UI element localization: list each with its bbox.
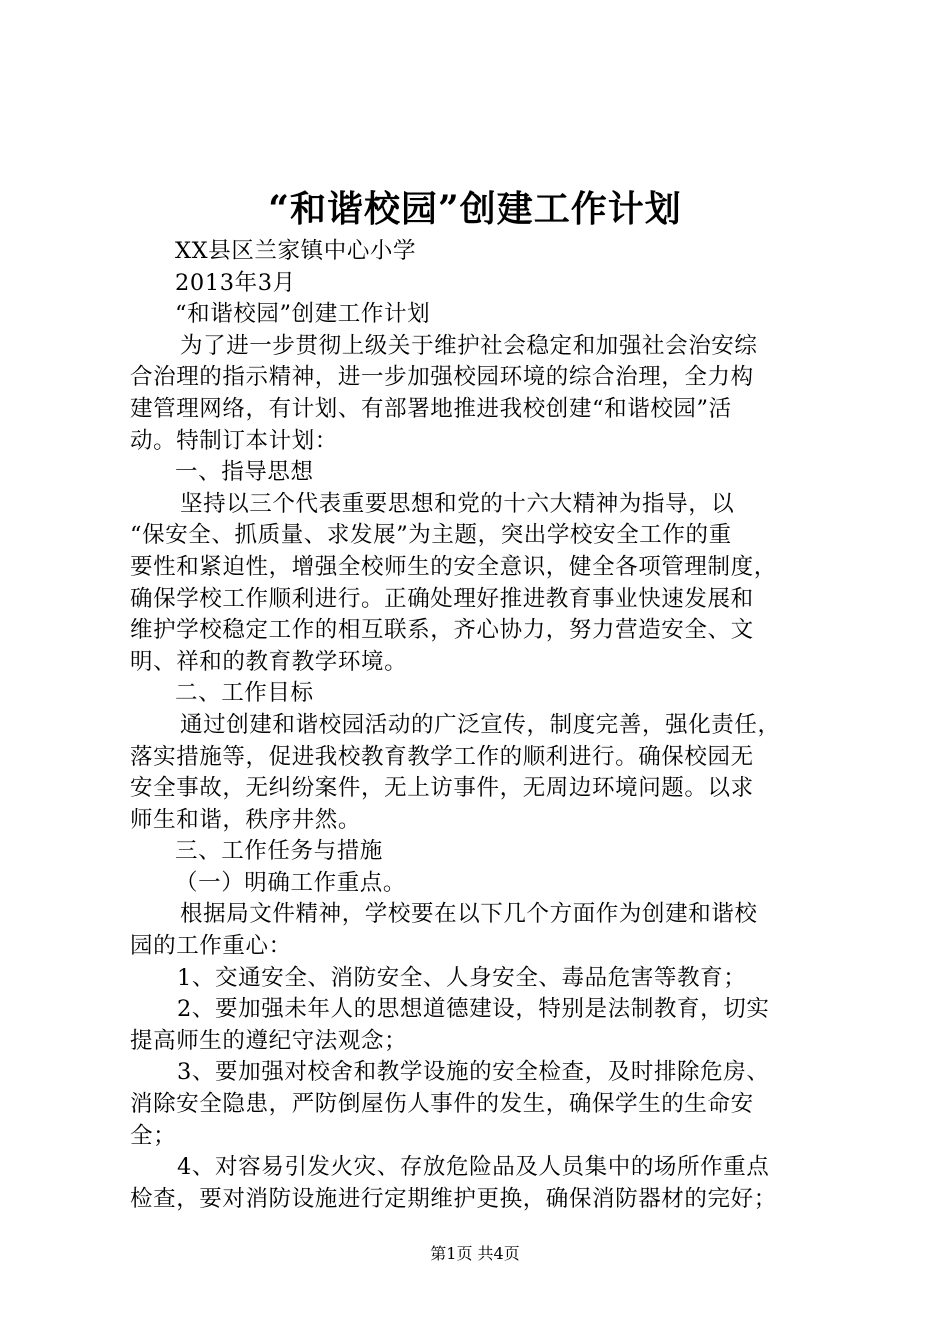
text-line: “保安全、抓质量、求发展”为主题，突出学校安全工作的重 [130, 522, 732, 549]
text-line: XX县区兰家镇中心小学 [175, 238, 417, 264]
section-heading: 二、工作目标 [175, 680, 314, 707]
text-line: 明、祥和的教育教学环境。 [130, 648, 408, 675]
text-line: 确保学校工作顺利进行。正确处理好推进教育事业快速发展和 [130, 585, 754, 612]
text-line: 检查，要对消防设施进行定期维护更换，确保消防器材的完好； [130, 1185, 777, 1212]
text-line: 要性和紧迫性，增强全校师生的安全意识，健全各项管理制度， [130, 553, 777, 580]
section-heading: 三、工作任务与措施 [175, 838, 383, 865]
list-item: 2、要加强未年人的思想道德建设，特别是法制教育，切实 [177, 996, 770, 1023]
text-line: 维护学校稳定工作的相互联系，齐心协力，努力营造安全、文 [130, 617, 754, 644]
text-line: 全； [130, 1122, 177, 1149]
list-item: 1、交通安全、消防安全、人身安全、毒品危害等教育； [177, 964, 747, 991]
text-line: 2013年3月 [175, 269, 296, 296]
subsection-heading: （一）明确工作重点。 [175, 869, 407, 896]
text-line: 坚持以三个代表重要思想和党的十六大精神为指导，以 [180, 490, 735, 517]
page-number: 第1页 共4页 [430, 1244, 520, 1263]
section-heading: 一、指导思想 [175, 459, 314, 486]
text-line: 根据局文件精神，学校要在以下几个方面作为创建和谐校 [180, 901, 758, 928]
text-line: 通过创建和谐校园活动的广泛宣传，制度完善，强化责任， [180, 711, 781, 738]
text-line: 动。特制订本计划： [130, 427, 338, 454]
text-line: 提高师生的遵纪守法观念； [130, 1027, 408, 1054]
text-line: 建管理网络，有计划、有部署地推进我校创建“和谐校园”活 [130, 395, 732, 422]
page-title: “和谐校园”创建工作计划 [268, 188, 682, 230]
text-line: 园的工作重心： [130, 933, 292, 960]
text-line: 落实措施等，促进我校教育教学工作的顺利进行。确保校园无 [130, 743, 754, 770]
text-line: 合治理的指示精神，进一步加强校园环境的综合治理，全力构 [130, 364, 754, 391]
text-line: 师生和谐，秩序井然。 [130, 806, 362, 833]
text-line: 为了进一步贯彻上级关于维护社会稳定和加强社会治安综 [180, 332, 758, 359]
text-line: 消除安全隐患，严防倒屋伤人事件的发生，确保学生的生命安 [130, 1091, 754, 1118]
list-item: 3、要加强对校舍和教学设施的安全检查，及时排除危房、 [177, 1059, 770, 1086]
list-item: 4、对容易引发火灾、存放危险品及人员集中的场所作重点 [177, 1154, 770, 1181]
document-body [130, 236, 830, 1215]
text-line: 安全事故，无纠纷案件，无上访事件，无周边环境问题。以求 [130, 775, 754, 802]
text-line: “和谐校园”创建工作计划 [175, 301, 431, 328]
